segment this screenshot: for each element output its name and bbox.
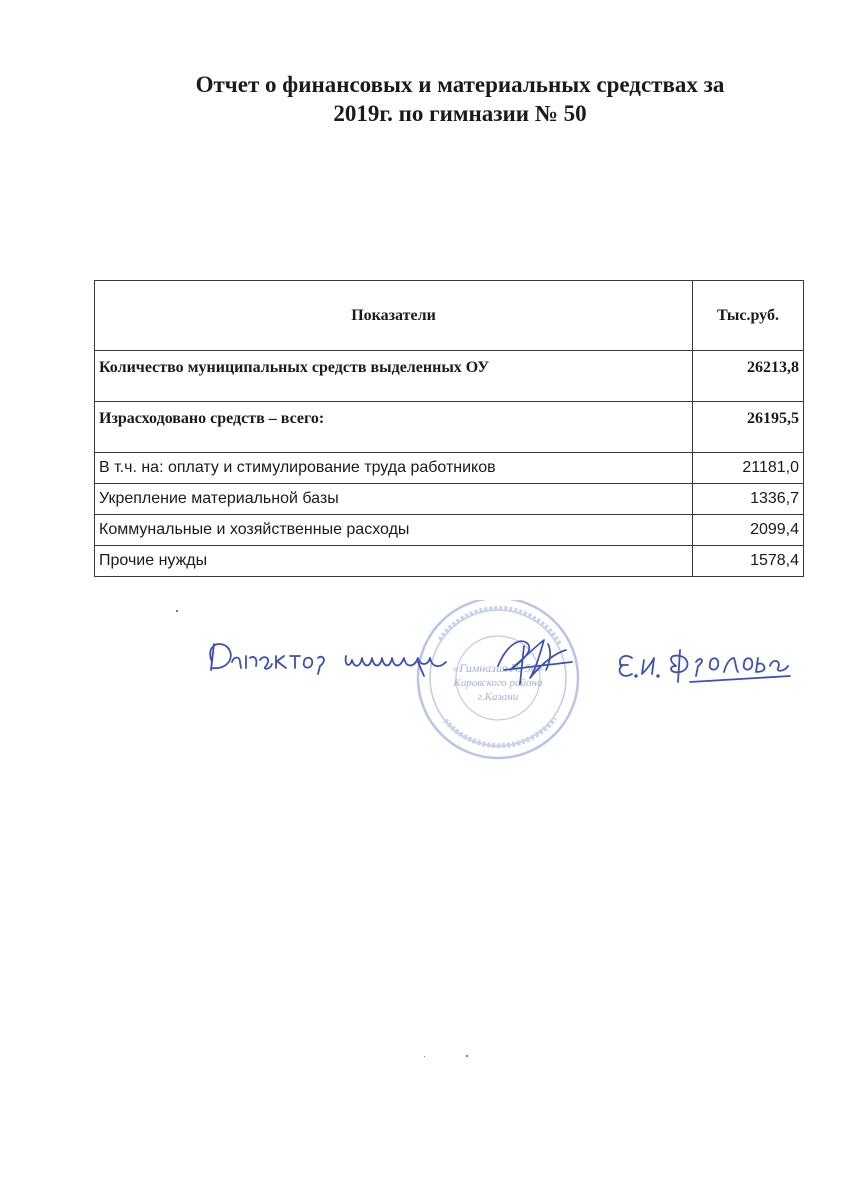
- row-label: Коммунальные и хозяйственные расходы: [95, 515, 693, 546]
- svg-text:Кировского района: Кировского района: [453, 677, 543, 689]
- row-value: 21181,0: [693, 453, 804, 484]
- row-label: Укрепление материальной базы: [95, 484, 693, 515]
- row-label: Количество муниципальных средств выделенных ОУ: [95, 351, 693, 402]
- signature-graphics: [0, 600, 849, 770]
- scan-speck: [176, 610, 178, 612]
- scan-speck: [466, 1055, 468, 1057]
- title-line-2: 2019г. по гимназии № 50: [333, 101, 587, 126]
- handwritten-director-title: [210, 644, 324, 674]
- row-value: 26195,5: [693, 402, 804, 453]
- row-label: Израсходовано средств – всего:: [95, 402, 693, 453]
- signature-block: [0, 600, 849, 770]
- svg-text:г.Казани: г.Казани: [477, 691, 519, 703]
- official-stamp: [418, 600, 578, 758]
- handwritten-director-name: [620, 650, 790, 682]
- row-value: 1578,4: [693, 546, 804, 577]
- table-row-spent-total: [95, 402, 804, 453]
- row-value: 26213,8: [693, 351, 804, 402]
- header-thousand-rubles: Тыс.руб.: [693, 281, 804, 351]
- table-row-material-base: [95, 484, 804, 515]
- document-title: [60, 70, 849, 128]
- row-value: 1336,7: [693, 484, 804, 515]
- financial-report-table: [94, 280, 804, 577]
- header-indicators: Показатели: [95, 281, 693, 351]
- table-row-salaries: [95, 453, 804, 484]
- table-row-utilities: [95, 515, 804, 546]
- row-value: 2099,4: [693, 515, 804, 546]
- svg-text:«Гимназия № 50»: «Гимназия № 50»: [453, 661, 543, 675]
- table-row-allocated: [95, 351, 804, 402]
- table-header-row: [95, 281, 804, 351]
- row-label: Прочие нужды: [95, 546, 693, 577]
- title-line-1: Отчет о финансовых и материальных средствах за: [195, 72, 725, 97]
- row-label: В т.ч. на: оплату и стимулирование труда работников: [95, 453, 693, 484]
- table-row-other-needs: [95, 546, 804, 577]
- scan-speck: [424, 1056, 425, 1057]
